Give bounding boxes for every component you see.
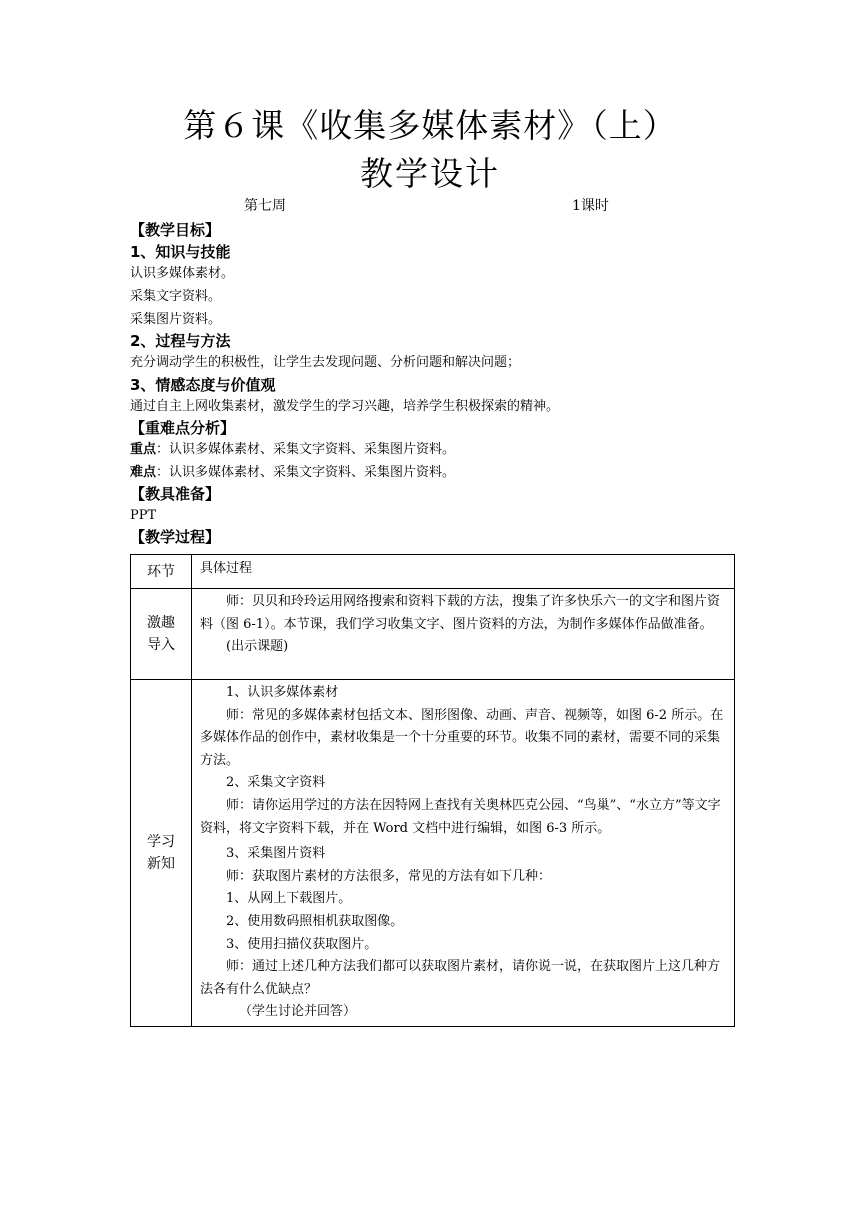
stage-label-line: 学习 xyxy=(147,833,175,850)
key-point-line xyxy=(130,440,740,460)
tools-text: PPT xyxy=(130,508,157,523)
header-cell-process: 具体过程 xyxy=(192,555,735,589)
process-cell xyxy=(192,589,735,680)
process-line: 2、采集文字资料 xyxy=(226,775,326,791)
process-line: 1、从网上下载图片。 xyxy=(226,891,352,907)
stage-cell xyxy=(131,589,192,680)
knowledge-item: 认识多媒体素材。 xyxy=(130,266,235,281)
stage-label-line: 新知 xyxy=(147,855,175,872)
table-row xyxy=(131,680,735,1027)
process-cell xyxy=(192,680,735,1027)
knowledge-heading: 1、知识与技能 xyxy=(130,243,231,261)
process-line: 师：贝贝和玲玲运用网络搜索和资料下载的方法，搜集了许多快乐六一的文字和图片资料（图 6-1）。本节课，我们学习收集文字、图片资料的方法，为制作多媒体作品做准备。 xyxy=(200,594,721,632)
knowledge-item: 采集文字资料。 xyxy=(130,289,222,304)
process-line: 1、认识多媒体素材 xyxy=(226,685,339,700)
document-title: 第６课《收集多媒体素材》（上） xyxy=(183,106,677,145)
process-line: （学生讨论并回答） xyxy=(239,1004,357,1020)
process-heading: 2、过程与方法 xyxy=(130,332,231,350)
stage-label-line: 激趣 xyxy=(147,615,175,631)
difficult-point-line xyxy=(130,463,740,483)
process-line: 2、使用数码照相机获取图像。 xyxy=(226,913,404,929)
process-line: 师：常见的多媒体素材包括文本、图形图像、动画、声音、视频等，如图 6-2 所示。在多媒体作品的创作中，素材收集是一个十分重要的环节。收集不同的素材，需要不同的采集方法。 xyxy=(200,707,724,768)
procedure-heading: 【教学过程】 xyxy=(130,528,221,546)
emotion-text: 通过自主上网收集素材，激发学生的学习兴趣，培养学生积极探索的精神。 xyxy=(130,399,560,414)
procedure-table xyxy=(130,554,735,1027)
stage-label-line: 导入 xyxy=(147,637,175,653)
process-line: 3、使用扫描仪获取图片。 xyxy=(226,936,378,952)
key-point-label: 重点 xyxy=(130,442,157,457)
tools-heading: 【教具准备】 xyxy=(130,485,221,503)
teaching-goals-section xyxy=(130,219,740,548)
document-subtitle: 教学设计 xyxy=(360,154,500,193)
class-hours-label: 1课时 xyxy=(572,198,609,214)
keypoints-heading: 【重难点分析】 xyxy=(130,419,236,437)
table-row xyxy=(131,589,735,680)
week-label: 第七周 xyxy=(244,198,286,214)
knowledge-item: 采集图片资料。 xyxy=(130,312,222,327)
process-text: 充分调动学生的积极性，让学生去发现问题、分析问题和解决问题； xyxy=(130,355,521,370)
process-line: 师：通过上述几种方法我们都可以获取图片素材，请你说一说，在获取图片上这几种方法各有什么优缺点？ xyxy=(200,959,721,997)
header-cell-stage: 环节 xyxy=(131,555,192,589)
goals-heading: 【教学目标】 xyxy=(130,221,221,239)
stage-cell xyxy=(131,680,192,1027)
process-line: 3、采集图片资料 xyxy=(226,846,326,862)
table-header-row xyxy=(131,555,735,589)
difficult-point-text: ：认识多媒体素材、采集文字资料、采集图片资料。 xyxy=(156,465,456,480)
process-line: 师：请你运用学过的方法在因特网上查找有关奥林匹克公园、“鸟巢”、“水立方”等文字资料，将文字资料下载，并在 Word 文档中进行编辑，如图 6-3 所示。 xyxy=(200,797,721,836)
process-line: 师：获取图片素材的方法很多，常见的方法有如下几种： xyxy=(226,868,552,884)
key-point-text: ：认识多媒体素材、采集文字资料、采集图片资料。 xyxy=(156,442,456,457)
process-line: (出示课题) xyxy=(226,639,289,655)
emotion-heading: 3、情感态度与价值观 xyxy=(130,376,276,394)
difficult-point-label: 难点 xyxy=(130,465,157,480)
